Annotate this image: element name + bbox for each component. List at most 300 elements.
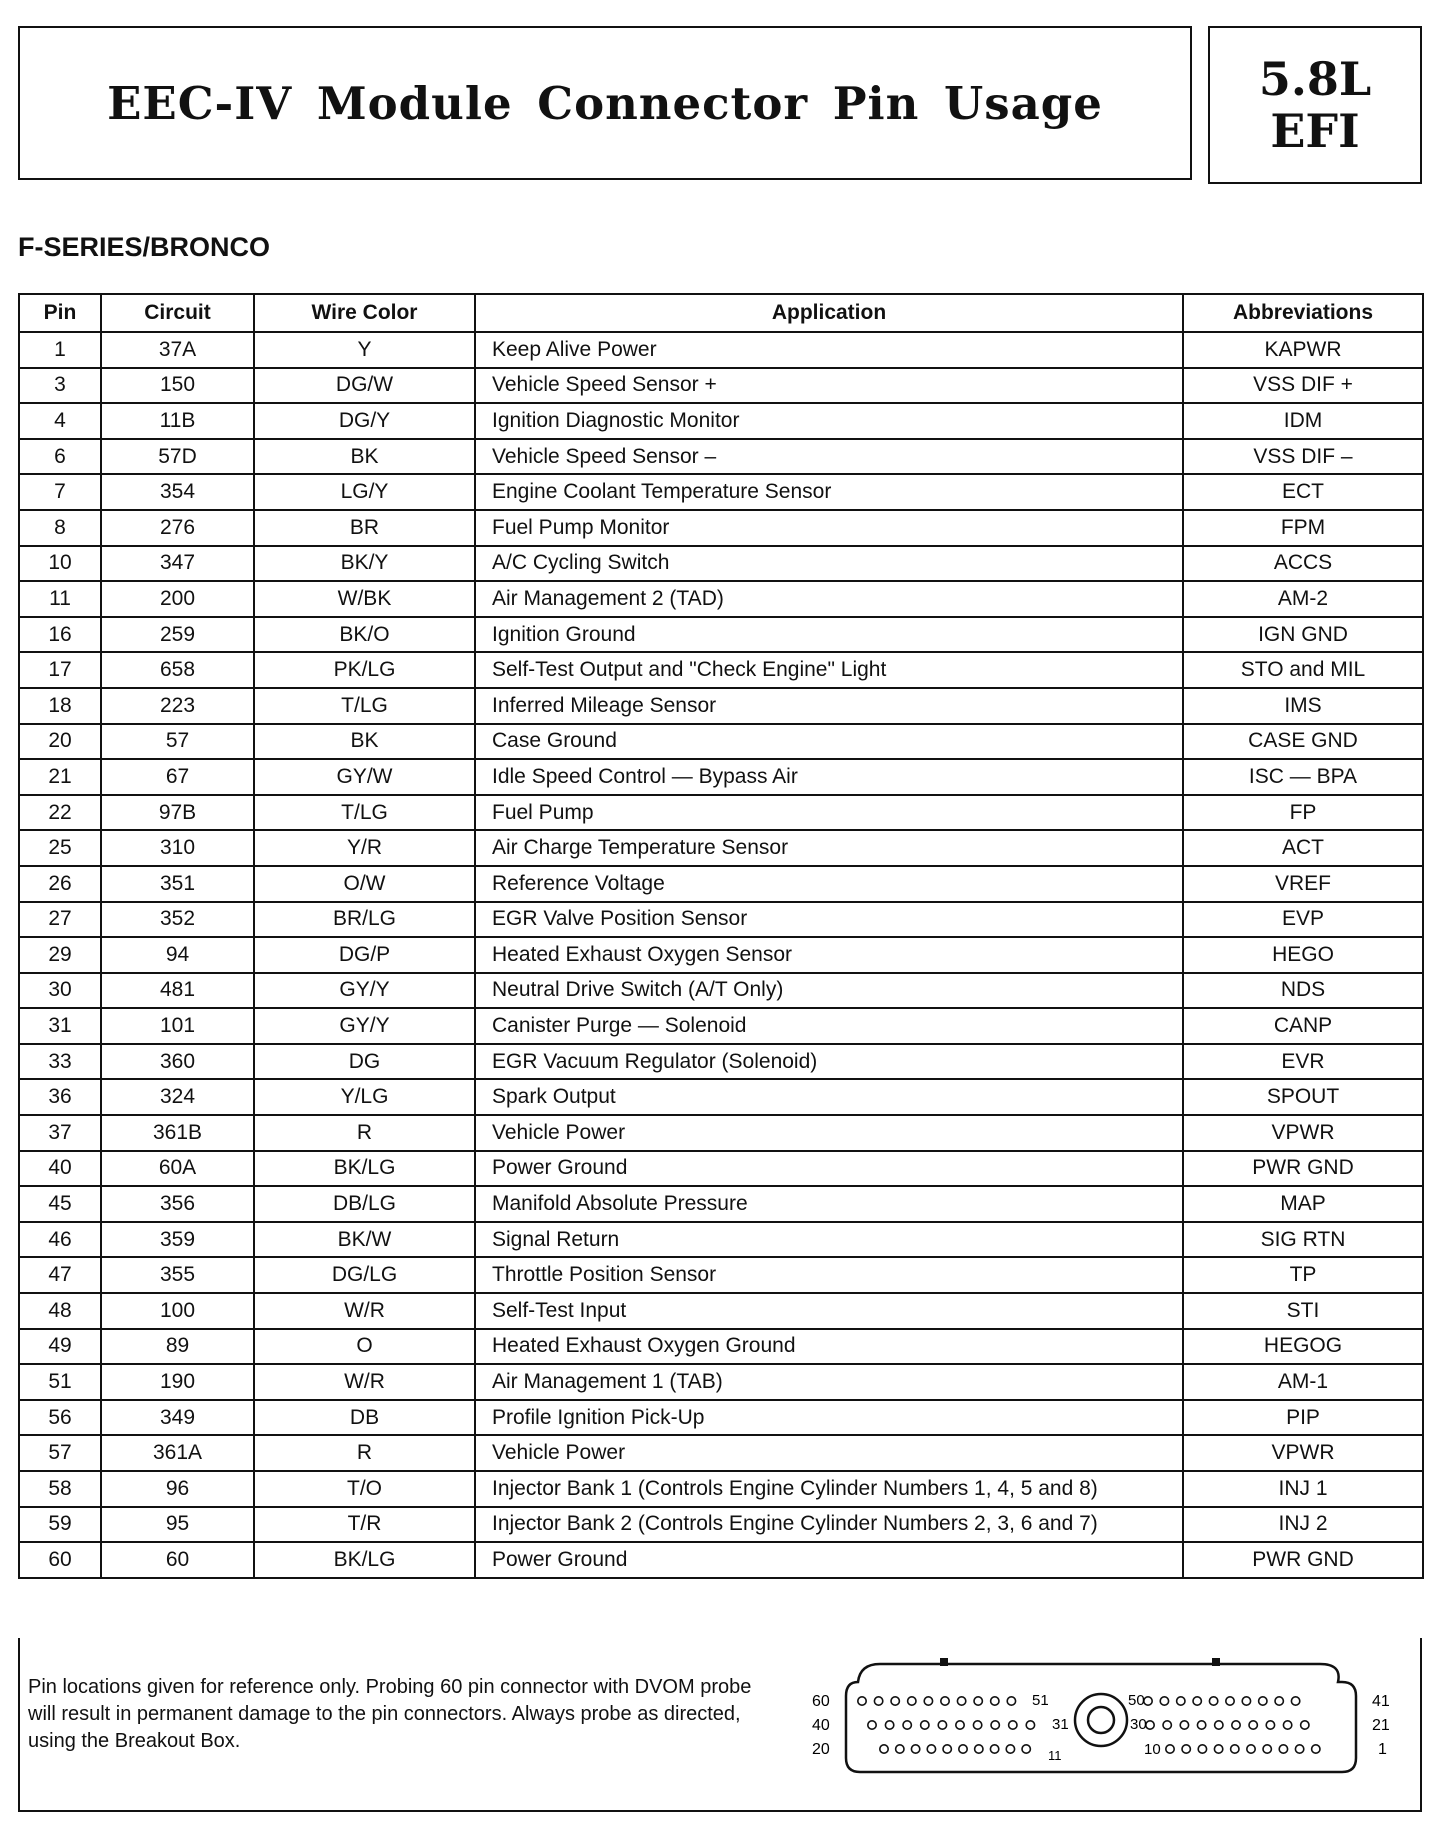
cell-circuit: 95 — [101, 1507, 254, 1543]
label-pin-10: 10 — [1144, 1741, 1161, 1758]
cell-circuit: 259 — [101, 617, 254, 653]
page-title: EEC-IV Module Connector Pin Usage — [107, 76, 1103, 130]
cell-abbreviation: IDM — [1183, 403, 1423, 439]
cell-wire-color: Y — [254, 332, 475, 368]
cell-application: Ignition Diagnostic Monitor — [475, 403, 1183, 439]
table-row — [19, 368, 1423, 404]
connector-pin — [959, 1745, 967, 1753]
cell-pin: 40 — [19, 1151, 101, 1187]
table-row — [19, 1400, 1423, 1436]
connector-pin — [1182, 1745, 1190, 1753]
cell-pin: 6 — [19, 439, 101, 475]
cell-abbreviation: EVP — [1183, 902, 1423, 938]
cell-pin: 47 — [19, 1257, 101, 1293]
connector-pin — [1163, 1721, 1171, 1729]
cell-abbreviation: STO and MIL — [1183, 652, 1423, 688]
cell-pin: 49 — [19, 1329, 101, 1365]
cell-circuit: 356 — [101, 1186, 254, 1222]
cell-application: Vehicle Speed Sensor + — [475, 368, 1183, 404]
cell-wire-color: T/LG — [254, 795, 475, 831]
cell-pin: 22 — [19, 795, 101, 831]
cell-pin: 29 — [19, 937, 101, 973]
cell-circuit: 11B — [101, 403, 254, 439]
cell-pin: 7 — [19, 474, 101, 510]
cell-pin: 37 — [19, 1115, 101, 1151]
cell-circuit: 200 — [101, 581, 254, 617]
cell-application: Reference Voltage — [475, 866, 1183, 902]
connector-pin — [1006, 1745, 1014, 1753]
connector-pin — [924, 1697, 932, 1705]
connector-pin — [1247, 1745, 1255, 1753]
connector-pin — [1007, 1697, 1015, 1705]
cell-abbreviation: HEGOG — [1183, 1329, 1423, 1365]
connector-pin — [1144, 1697, 1152, 1705]
connector-pin — [1263, 1745, 1271, 1753]
cell-circuit: 223 — [101, 688, 254, 724]
connector-pin — [1231, 1745, 1239, 1753]
cell-wire-color: R — [254, 1115, 475, 1151]
cell-circuit: 97B — [101, 795, 254, 831]
cell-abbreviation: INJ 1 — [1183, 1471, 1423, 1507]
cell-wire-color: DG/Y — [254, 403, 475, 439]
cell-application: EGR Valve Position Sensor — [475, 902, 1183, 938]
connector-pin — [1197, 1721, 1205, 1729]
table-row — [19, 759, 1423, 795]
table-row — [19, 1471, 1423, 1507]
cell-wire-color: BR — [254, 510, 475, 546]
connector-pin — [1026, 1721, 1034, 1729]
cell-application: Air Management 2 (TAD) — [475, 581, 1183, 617]
table-row — [19, 439, 1423, 475]
connector-tab-right — [1212, 1658, 1220, 1666]
cell-circuit: 352 — [101, 902, 254, 938]
cell-wire-color: BK — [254, 439, 475, 475]
table-row — [19, 510, 1423, 546]
cell-application: Signal Return — [475, 1222, 1183, 1258]
cell-abbreviation: CASE GND — [1183, 724, 1423, 760]
cell-abbreviation: VSS DIF + — [1183, 368, 1423, 404]
connector-pin — [896, 1745, 904, 1753]
cell-abbreviation: ECT — [1183, 474, 1423, 510]
cell-wire-color: T/LG — [254, 688, 475, 724]
connector-pin — [1022, 1745, 1030, 1753]
connector-pin — [941, 1697, 949, 1705]
connector-pin — [1009, 1721, 1017, 1729]
connector-pin — [956, 1721, 964, 1729]
table-row — [19, 1115, 1423, 1151]
cell-application: Fuel Pump — [475, 795, 1183, 831]
cell-wire-color: W/R — [254, 1293, 475, 1329]
cell-circuit: 94 — [101, 937, 254, 973]
table-row — [19, 795, 1423, 831]
engine-type: EFI — [1270, 104, 1360, 158]
cell-application: Canister Purge — Solenoid — [475, 1008, 1183, 1044]
pin-usage-table-wrap — [18, 293, 1422, 1579]
connector-pin — [1266, 1721, 1274, 1729]
cell-circuit: 351 — [101, 866, 254, 902]
cell-pin: 36 — [19, 1079, 101, 1115]
table-row — [19, 1435, 1423, 1471]
cell-circuit: 355 — [101, 1257, 254, 1293]
cell-wire-color: DG/W — [254, 368, 475, 404]
column-header-abbreviations: Abbreviations — [1183, 294, 1423, 332]
cell-pin: 10 — [19, 546, 101, 582]
table-row — [19, 474, 1423, 510]
connector-pin — [1177, 1697, 1185, 1705]
connector-pin — [973, 1721, 981, 1729]
cell-wire-color: DB — [254, 1400, 475, 1436]
table-row — [19, 688, 1423, 724]
cell-wire-color: BK/LG — [254, 1542, 475, 1578]
cell-pin: 45 — [19, 1186, 101, 1222]
cell-abbreviation: VSS DIF – — [1183, 439, 1423, 475]
table-row — [19, 1507, 1423, 1543]
footer-box — [18, 1638, 1422, 1812]
engine-size: 5.8L — [1258, 52, 1372, 106]
cell-abbreviation: NDS — [1183, 973, 1423, 1009]
table-row — [19, 1257, 1423, 1293]
connector-pin — [1146, 1721, 1154, 1729]
cell-application: Vehicle Power — [475, 1435, 1183, 1471]
cell-application: Engine Coolant Temperature Sensor — [475, 474, 1183, 510]
cell-circuit: 481 — [101, 973, 254, 1009]
cell-circuit: 89 — [101, 1329, 254, 1365]
table-row — [19, 652, 1423, 688]
cell-circuit: 67 — [101, 759, 254, 795]
cell-abbreviation: AM-2 — [1183, 581, 1423, 617]
cell-circuit: 658 — [101, 652, 254, 688]
cell-application: EGR Vacuum Regulator (Solenoid) — [475, 1044, 1183, 1080]
cell-pin: 48 — [19, 1293, 101, 1329]
label-pin-41: 41 — [1372, 1693, 1390, 1710]
table-row — [19, 1008, 1423, 1044]
cell-pin: 16 — [19, 617, 101, 653]
label-pin-1: 1 — [1378, 1741, 1387, 1758]
connector-pin — [1232, 1721, 1240, 1729]
table-row — [19, 973, 1423, 1009]
cell-pin: 46 — [19, 1222, 101, 1258]
connector-pin — [1209, 1697, 1217, 1705]
cell-pin: 30 — [19, 973, 101, 1009]
connector-pin — [1226, 1697, 1234, 1705]
table-row — [19, 1186, 1423, 1222]
connector-pin — [938, 1721, 946, 1729]
cell-wire-color: O/W — [254, 866, 475, 902]
cell-abbreviation: PWR GND — [1183, 1151, 1423, 1187]
cell-abbreviation: KAPWR — [1183, 332, 1423, 368]
column-header-circuit: Circuit — [101, 294, 254, 332]
cell-circuit: 361B — [101, 1115, 254, 1151]
cell-pin: 56 — [19, 1400, 101, 1436]
table-row — [19, 1151, 1423, 1187]
cell-application: Neutral Drive Switch (A/T Only) — [475, 973, 1183, 1009]
cell-circuit: 190 — [101, 1364, 254, 1400]
label-pin-30: 30 — [1130, 1716, 1147, 1733]
table-row — [19, 403, 1423, 439]
cell-pin: 58 — [19, 1471, 101, 1507]
cell-application: Fuel Pump Monitor — [475, 510, 1183, 546]
cell-abbreviation: STI — [1183, 1293, 1423, 1329]
cell-pin: 21 — [19, 759, 101, 795]
cell-circuit: 361A — [101, 1435, 254, 1471]
label-pin-51: 51 — [1032, 1692, 1049, 1709]
cell-pin: 4 — [19, 403, 101, 439]
cell-wire-color: BK/Y — [254, 546, 475, 582]
table-header-row — [19, 294, 1423, 332]
cell-wire-color: DG/LG — [254, 1257, 475, 1293]
cell-application: Injector Bank 2 (Controls Engine Cylinder Numbers 2, 3, 6 and 7) — [475, 1507, 1183, 1543]
cell-abbreviation: INJ 2 — [1183, 1507, 1423, 1543]
cell-circuit: 324 — [101, 1079, 254, 1115]
connector-outline — [846, 1664, 1356, 1772]
cell-wire-color: DG/P — [254, 937, 475, 973]
connector-pin — [1166, 1745, 1174, 1753]
cell-wire-color: GY/W — [254, 759, 475, 795]
cell-abbreviation: FPM — [1183, 510, 1423, 546]
cell-wire-color: Y/R — [254, 830, 475, 866]
connector-pin — [1193, 1697, 1201, 1705]
cell-wire-color: BK/O — [254, 617, 475, 653]
connector-pin — [885, 1721, 893, 1729]
cell-application: Idle Speed Control — Bypass Air — [475, 759, 1183, 795]
table-row — [19, 546, 1423, 582]
cell-abbreviation: ISC — BPA — [1183, 759, 1423, 795]
cell-circuit: 359 — [101, 1222, 254, 1258]
connector-pin — [1215, 1721, 1223, 1729]
engine-box — [1208, 26, 1422, 184]
cell-application: Vehicle Speed Sensor – — [475, 439, 1183, 475]
cell-pin: 17 — [19, 652, 101, 688]
cell-pin: 11 — [19, 581, 101, 617]
cell-pin: 20 — [19, 724, 101, 760]
connector-pin — [1180, 1721, 1188, 1729]
cell-application: Case Ground — [475, 724, 1183, 760]
connector-pin — [1279, 1745, 1287, 1753]
cell-pin: 25 — [19, 830, 101, 866]
table-row — [19, 866, 1423, 902]
title-box — [18, 26, 1192, 180]
cell-pin: 27 — [19, 902, 101, 938]
cell-circuit: 100 — [101, 1293, 254, 1329]
connector-pin — [891, 1697, 899, 1705]
label-pin-60: 60 — [812, 1693, 830, 1710]
cell-application: Spark Output — [475, 1079, 1183, 1115]
cell-circuit: 101 — [101, 1008, 254, 1044]
cell-abbreviation: MAP — [1183, 1186, 1423, 1222]
connector-pin — [943, 1745, 951, 1753]
cell-application: Manifold Absolute Pressure — [475, 1186, 1183, 1222]
connector-pin — [974, 1697, 982, 1705]
cell-pin: 1 — [19, 332, 101, 368]
cell-pin: 33 — [19, 1044, 101, 1080]
cell-application: Throttle Position Sensor — [475, 1257, 1183, 1293]
cell-abbreviation: PWR GND — [1183, 1542, 1423, 1578]
cell-circuit: 37A — [101, 332, 254, 368]
cell-wire-color: O — [254, 1329, 475, 1365]
connector-pin — [1259, 1697, 1267, 1705]
cell-application: Air Charge Temperature Sensor — [475, 830, 1183, 866]
cell-pin: 59 — [19, 1507, 101, 1543]
cell-circuit: 57D — [101, 439, 254, 475]
connector-pin — [1214, 1745, 1222, 1753]
connector-pin — [990, 1745, 998, 1753]
connector-pin — [991, 1721, 999, 1729]
connector-pin — [1312, 1745, 1320, 1753]
cell-application: Vehicle Power — [475, 1115, 1183, 1151]
connector-pin — [1283, 1721, 1291, 1729]
table-row — [19, 332, 1423, 368]
column-header-pin: Pin — [19, 294, 101, 332]
connector-pin — [908, 1697, 916, 1705]
cell-application: Air Management 1 (TAB) — [475, 1364, 1183, 1400]
cell-pin: 31 — [19, 1008, 101, 1044]
cell-pin: 26 — [19, 866, 101, 902]
label-pin-20: 20 — [812, 1741, 830, 1758]
table-row — [19, 724, 1423, 760]
cell-abbreviation: IMS — [1183, 688, 1423, 724]
connector-key-inner — [1088, 1707, 1114, 1733]
cell-wire-color: R — [254, 1435, 475, 1471]
cell-circuit: 354 — [101, 474, 254, 510]
cell-wire-color: BK — [254, 724, 475, 760]
cell-abbreviation: AM-1 — [1183, 1364, 1423, 1400]
cell-wire-color: W/BK — [254, 581, 475, 617]
connector-pin — [1275, 1697, 1283, 1705]
cell-pin: 3 — [19, 368, 101, 404]
table-row — [19, 1079, 1423, 1115]
cell-wire-color: BK/LG — [254, 1151, 475, 1187]
cell-circuit: 60A — [101, 1151, 254, 1187]
cell-wire-color: DG — [254, 1044, 475, 1080]
cell-wire-color: T/R — [254, 1507, 475, 1543]
table-row — [19, 1293, 1423, 1329]
cell-abbreviation: IGN GND — [1183, 617, 1423, 653]
cell-wire-color: DB/LG — [254, 1186, 475, 1222]
cell-application: Injector Bank 1 (Controls Engine Cylinder Numbers 1, 4, 5 and 8) — [475, 1471, 1183, 1507]
cell-circuit: 349 — [101, 1400, 254, 1436]
cell-abbreviation: TP — [1183, 1257, 1423, 1293]
cell-circuit: 150 — [101, 368, 254, 404]
cell-abbreviation: PIP — [1183, 1400, 1423, 1436]
table-row — [19, 1542, 1423, 1578]
table-row — [19, 902, 1423, 938]
column-header-wire-color: Wire Color — [254, 294, 475, 332]
cell-wire-color: GY/Y — [254, 1008, 475, 1044]
cell-circuit: 60 — [101, 1542, 254, 1578]
table-row — [19, 1044, 1423, 1080]
cell-wire-color: BR/LG — [254, 902, 475, 938]
table-row — [19, 581, 1423, 617]
cell-circuit: 347 — [101, 546, 254, 582]
connector-pin — [991, 1697, 999, 1705]
connector-pin — [880, 1745, 888, 1753]
connector-pin — [858, 1697, 866, 1705]
cell-abbreviation: FP — [1183, 795, 1423, 831]
table-row — [19, 1329, 1423, 1365]
label-pin-40: 40 — [812, 1717, 830, 1734]
cell-application: A/C Cycling Switch — [475, 546, 1183, 582]
cell-circuit: 360 — [101, 1044, 254, 1080]
cell-abbreviation: HEGO — [1183, 937, 1423, 973]
table-row — [19, 1222, 1423, 1258]
section-title: F-SERIES/BRONCO — [18, 232, 271, 262]
cell-abbreviation: CANP — [1183, 1008, 1423, 1044]
cell-application: Power Ground — [475, 1542, 1183, 1578]
cell-wire-color: PK/LG — [254, 652, 475, 688]
cell-abbreviation: SPOUT — [1183, 1079, 1423, 1115]
connector-pin — [1291, 1697, 1299, 1705]
cell-application: Profile Ignition Pick-Up — [475, 1400, 1183, 1436]
table-row — [19, 830, 1423, 866]
connector-pin — [1160, 1697, 1168, 1705]
cell-application: Heated Exhaust Oxygen Sensor — [475, 937, 1183, 973]
connector-pin — [1301, 1721, 1309, 1729]
cell-pin: 51 — [19, 1364, 101, 1400]
cell-wire-color: GY/Y — [254, 973, 475, 1009]
connector-pin — [927, 1745, 935, 1753]
connector-pin — [975, 1745, 983, 1753]
connector-key-outer — [1075, 1694, 1127, 1746]
label-pin-21: 21 — [1372, 1717, 1390, 1734]
cell-circuit: 276 — [101, 510, 254, 546]
cell-wire-color: W/R — [254, 1364, 475, 1400]
cell-application: Heated Exhaust Oxygen Ground — [475, 1329, 1183, 1365]
connector-pin — [1249, 1721, 1257, 1729]
connector-pin — [957, 1697, 965, 1705]
table-body — [19, 332, 1423, 1578]
connector-pin — [903, 1721, 911, 1729]
cell-abbreviation: SIG RTN — [1183, 1222, 1423, 1258]
cell-application: Power Ground — [475, 1151, 1183, 1187]
label-pin-31: 31 — [1052, 1716, 1069, 1733]
cell-application: Ignition Ground — [475, 617, 1183, 653]
cell-application: Self-Test Input — [475, 1293, 1183, 1329]
probe-warning-note: Pin locations given for reference only. Probing 60 pin connector with DVOM probe will result in permanent damage to the pin connectors. Always probe as directed, using the Breakout Box. — [28, 1676, 752, 1752]
table-row — [19, 1364, 1423, 1400]
table-row — [19, 617, 1423, 653]
cell-wire-color: BK/W — [254, 1222, 475, 1258]
connector-pin — [868, 1721, 876, 1729]
connector-diagram — [780, 1646, 1390, 1786]
connector-pin — [921, 1721, 929, 1729]
cell-abbreviation: VPWR — [1183, 1115, 1423, 1151]
cell-pin: 57 — [19, 1435, 101, 1471]
connector-pin — [1242, 1697, 1250, 1705]
connector-tab-left — [940, 1658, 948, 1666]
cell-circuit: 57 — [101, 724, 254, 760]
cell-application: Keep Alive Power — [475, 332, 1183, 368]
connector-pin — [874, 1697, 882, 1705]
cell-pin: 18 — [19, 688, 101, 724]
cell-application: Self-Test Output and "Check Engine" Light — [475, 652, 1183, 688]
connector-pin — [1295, 1745, 1303, 1753]
cell-abbreviation: VREF — [1183, 866, 1423, 902]
connector-pin — [1198, 1745, 1206, 1753]
column-header-application: Application — [475, 294, 1183, 332]
cell-application: Inferred Mileage Sensor — [475, 688, 1183, 724]
cell-abbreviation: EVR — [1183, 1044, 1423, 1080]
cell-abbreviation: ACT — [1183, 830, 1423, 866]
cell-circuit: 310 — [101, 830, 254, 866]
cell-wire-color: LG/Y — [254, 474, 475, 510]
pin-usage-table — [18, 293, 1424, 1579]
connector-pin — [911, 1745, 919, 1753]
label-pin-50: 50 — [1128, 1692, 1145, 1709]
cell-abbreviation: ACCS — [1183, 546, 1423, 582]
cell-abbreviation: VPWR — [1183, 1435, 1423, 1471]
cell-pin: 60 — [19, 1542, 101, 1578]
table-row — [19, 937, 1423, 973]
